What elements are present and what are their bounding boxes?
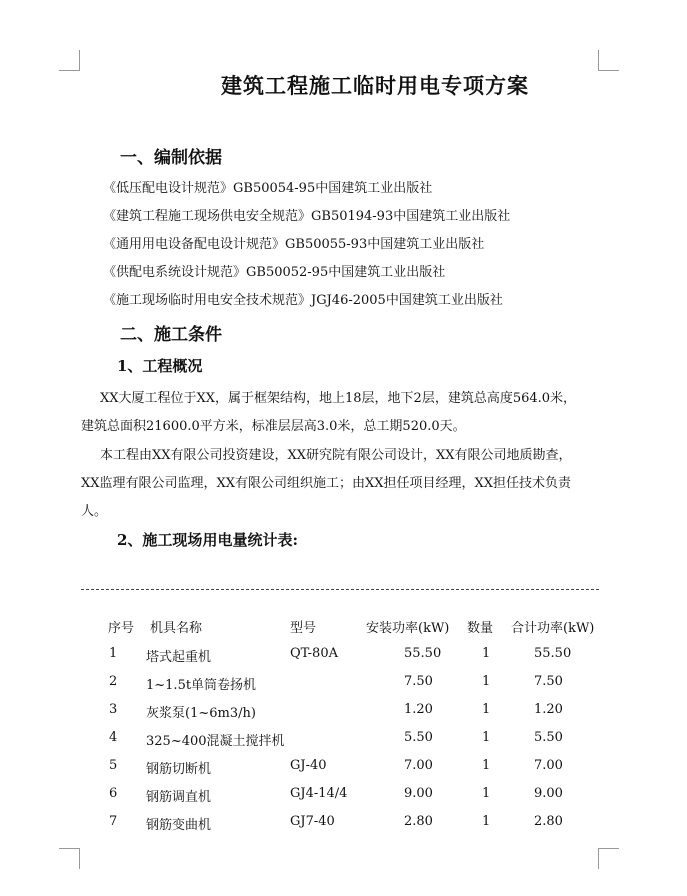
cell-no: 4 <box>109 730 118 745</box>
header-qty: 数量 <box>467 621 494 636</box>
header-no: 序号 <box>108 621 135 636</box>
reference-item: 《低压配电设计规范》GB50054-95中国建筑工业出版社 <box>103 181 433 196</box>
cell-power: 7.50 <box>404 674 433 689</box>
cell-name: 塔式起重机 <box>146 650 212 665</box>
cell-qty: 1 <box>482 786 491 801</box>
reference-item: 《通用用电设备配电设计规范》GB50055-93中国建筑工业出版社 <box>103 237 485 252</box>
cell-name: 1~1.5t单筒卷扬机 <box>146 678 257 693</box>
header-name: 机具名称 <box>150 621 203 636</box>
cell-name: 钢筋变曲机 <box>146 818 212 833</box>
reference-item: 《供配电系统设计规范》GB50052-95中国建筑工业出版社 <box>103 265 446 280</box>
page-corner-mark <box>59 848 80 869</box>
section-heading-conditions: 二、施工条件 <box>120 325 222 345</box>
cell-total: 7.00 <box>534 758 563 773</box>
reference-item: 《建筑工程施工现场供电安全规范》GB50194-93中国建筑工业出版社 <box>103 209 511 224</box>
cell-qty: 1 <box>482 702 491 717</box>
cell-power: 55.50 <box>404 646 442 661</box>
cell-no: 1 <box>109 646 118 661</box>
paragraph-line: XX监理有限公司监理，XX有限公司组织施工；由XX担任项目经理，XX担任技术负责 <box>81 476 572 491</box>
cell-no: 6 <box>109 786 118 801</box>
paragraph-line: XX大厦工程位于XX，属于框架结构，地上18层，地下2层，建筑总高度564.0米， <box>100 391 577 406</box>
cell-total: 5.50 <box>534 730 563 745</box>
header-power: 安装功率(kW) <box>366 621 450 636</box>
cell-total: 9.00 <box>534 786 563 801</box>
section-heading-basis: 一、编制依据 <box>120 148 222 168</box>
cell-model: QT-80A <box>290 646 338 661</box>
cell-power: 7.00 <box>404 758 433 773</box>
cell-total: 2.80 <box>534 814 563 829</box>
cell-model: GJ-40 <box>290 758 327 773</box>
subsection-heading-power-table: 2、施工现场用电量统计表: <box>117 531 298 549</box>
reference-item: 《施工现场临时用电安全技术规范》JGJ46-2005中国建筑工业出版社 <box>103 293 503 308</box>
cell-name: 325~400混凝土搅拌机 <box>146 734 285 749</box>
cell-qty: 1 <box>482 758 491 773</box>
cell-no: 2 <box>109 674 118 689</box>
page-corner-mark <box>598 50 619 71</box>
cell-name: 钢筋调直机 <box>146 790 212 805</box>
cell-name: 灰浆泵(1~6m3/h) <box>146 706 256 721</box>
cell-power: 5.50 <box>404 730 433 745</box>
cell-name: 钢筋切断机 <box>146 762 212 777</box>
document-title: 建筑工程施工临时用电专项方案 <box>221 73 529 98</box>
header-model: 型号 <box>290 621 317 636</box>
paragraph-line: 人。 <box>81 504 108 519</box>
paragraph-line: 本工程由XX有限公司投资建设，XX研究院有限公司设计，XX有限公司地质勘查， <box>100 448 572 463</box>
cell-no: 3 <box>109 702 118 717</box>
paragraph-line: 建筑总面积21600.0平方米，标准层层高3.0米，总工期520.0天。 <box>81 419 466 434</box>
cell-no: 5 <box>109 758 118 773</box>
page-corner-mark <box>59 50 80 71</box>
cell-total: 1.20 <box>534 702 563 717</box>
header-total: 合计功率(kW) <box>511 621 595 636</box>
cell-model: GJ7-40 <box>290 814 335 829</box>
cell-qty: 1 <box>482 674 491 689</box>
cell-power: 1.20 <box>404 702 433 717</box>
cell-model: GJ4-14/4 <box>290 786 348 801</box>
page-corner-mark <box>598 848 619 869</box>
subsection-heading-overview: 1、工程概况 <box>117 357 203 375</box>
cell-qty: 1 <box>482 814 491 829</box>
dashed-divider <box>81 589 599 590</box>
cell-power: 2.80 <box>404 814 433 829</box>
cell-total: 55.50 <box>534 646 572 661</box>
cell-no: 7 <box>109 814 118 829</box>
cell-power: 9.00 <box>404 786 433 801</box>
cell-qty: 1 <box>482 646 491 661</box>
cell-total: 7.50 <box>534 674 563 689</box>
cell-qty: 1 <box>482 730 491 745</box>
